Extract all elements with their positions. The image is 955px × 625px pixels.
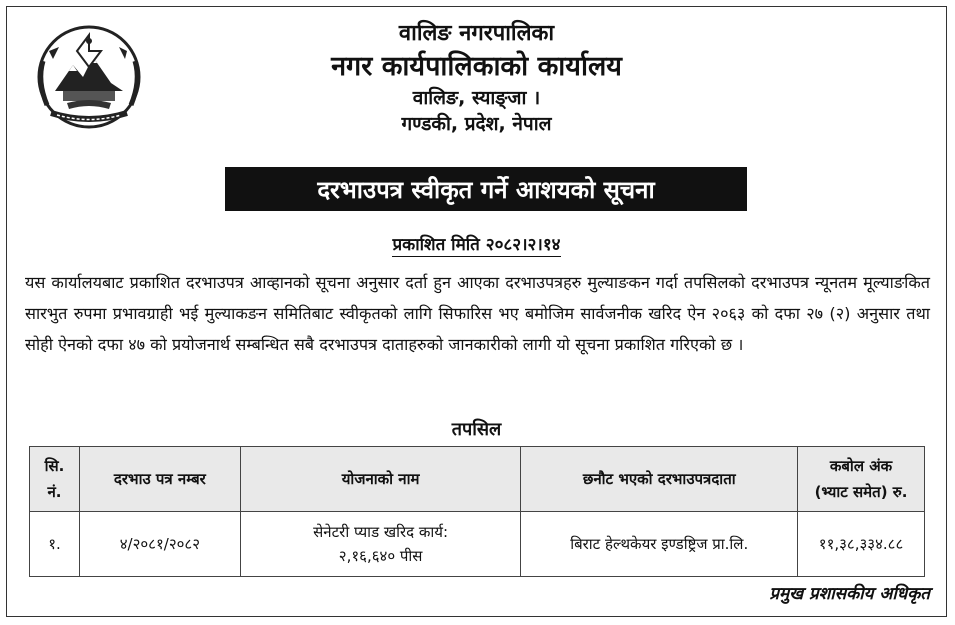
notice-body: यस कार्यालयबाट प्रकाशित दरभाउपत्र आव्हानको सूचना अनुसार दर्ता हुन आएका दरभाउपत्रहरु मुल्याङकन गर्दा तपसिलको दरभाउपत्र न्यूनतम मूल्याङकित सारभुत रुपमा प्रभावग्राही भई मुल्याकङन समितिबाट स्वीकृतको लागि सिफारिस भए बमोजिम सार्वजनीक खरिद ऐन २०६३ को दफा २७ (२) अनुसार तथा सोही ऐनको दफा ४७ को प्रयोजनार्थ सम्बन्धित सबै दरभाउपत्र दाताहरुको जानकारीको लागी यो सूचना प्रकाशित गरिएको छ ।: [25, 273, 930, 354]
header-serial-line2: नं.: [47, 483, 62, 501]
header-selected-bidder: छनौट भएको दरभाउपत्रदाता: [521, 447, 798, 512]
table-title: तपसिल: [451, 419, 502, 440]
municipality-name: वालिङ नगरपालिका: [398, 21, 555, 46]
header-bid-amount: [798, 447, 925, 512]
cell-project-name: [240, 512, 521, 577]
cell-selected-bidder: बिराट हेल्थकेयर इण्डष्ट्रिज प्रा.लि.: [521, 512, 798, 577]
published-date-text: प्रकाशित मिति २०८२।२।१४: [392, 235, 561, 255]
notice-page: [6, 6, 947, 617]
header-amount-line1: कबोल अंक: [829, 457, 893, 475]
table-header-row: [30, 447, 925, 512]
header-project-name: योजनाको नाम: [240, 447, 521, 512]
cell-bid-number: ४/२०८१/२०८२: [79, 512, 240, 577]
cell-bid-amount: ११,३८,३३४.८८: [798, 512, 925, 577]
header-bid-number: दरभाउ पत्र नम्बर: [79, 447, 240, 512]
header-serial-number: [30, 447, 80, 512]
published-date: [7, 232, 946, 255]
cell-serial-number: १.: [30, 512, 80, 577]
award-table: [29, 446, 925, 577]
office-header: [7, 19, 946, 137]
signatory-title: प्रमुख प्रशासकीय अधिकृत: [769, 584, 930, 604]
cell-project-line1: सेनेटरी प्याड खरिद कार्य:: [313, 523, 449, 541]
office-name: नगर कार्यपालिकाको कार्यालय: [331, 51, 622, 82]
province-country: गण्डकी, प्रदेश, नेपाल: [401, 113, 552, 135]
office-address: वालिङ, स्याङ्जा ।: [412, 87, 541, 109]
table-row: [30, 512, 925, 577]
header-amount-line2: (भ्याट समेत) रु.: [814, 483, 908, 501]
notice-title: दरभाउपत्र स्वीकृत गर्ने आशयको सूचना: [225, 167, 747, 211]
header-serial-line1: सि.: [44, 457, 65, 475]
cell-project-line2: २,१६,६४० पीस: [338, 547, 423, 565]
